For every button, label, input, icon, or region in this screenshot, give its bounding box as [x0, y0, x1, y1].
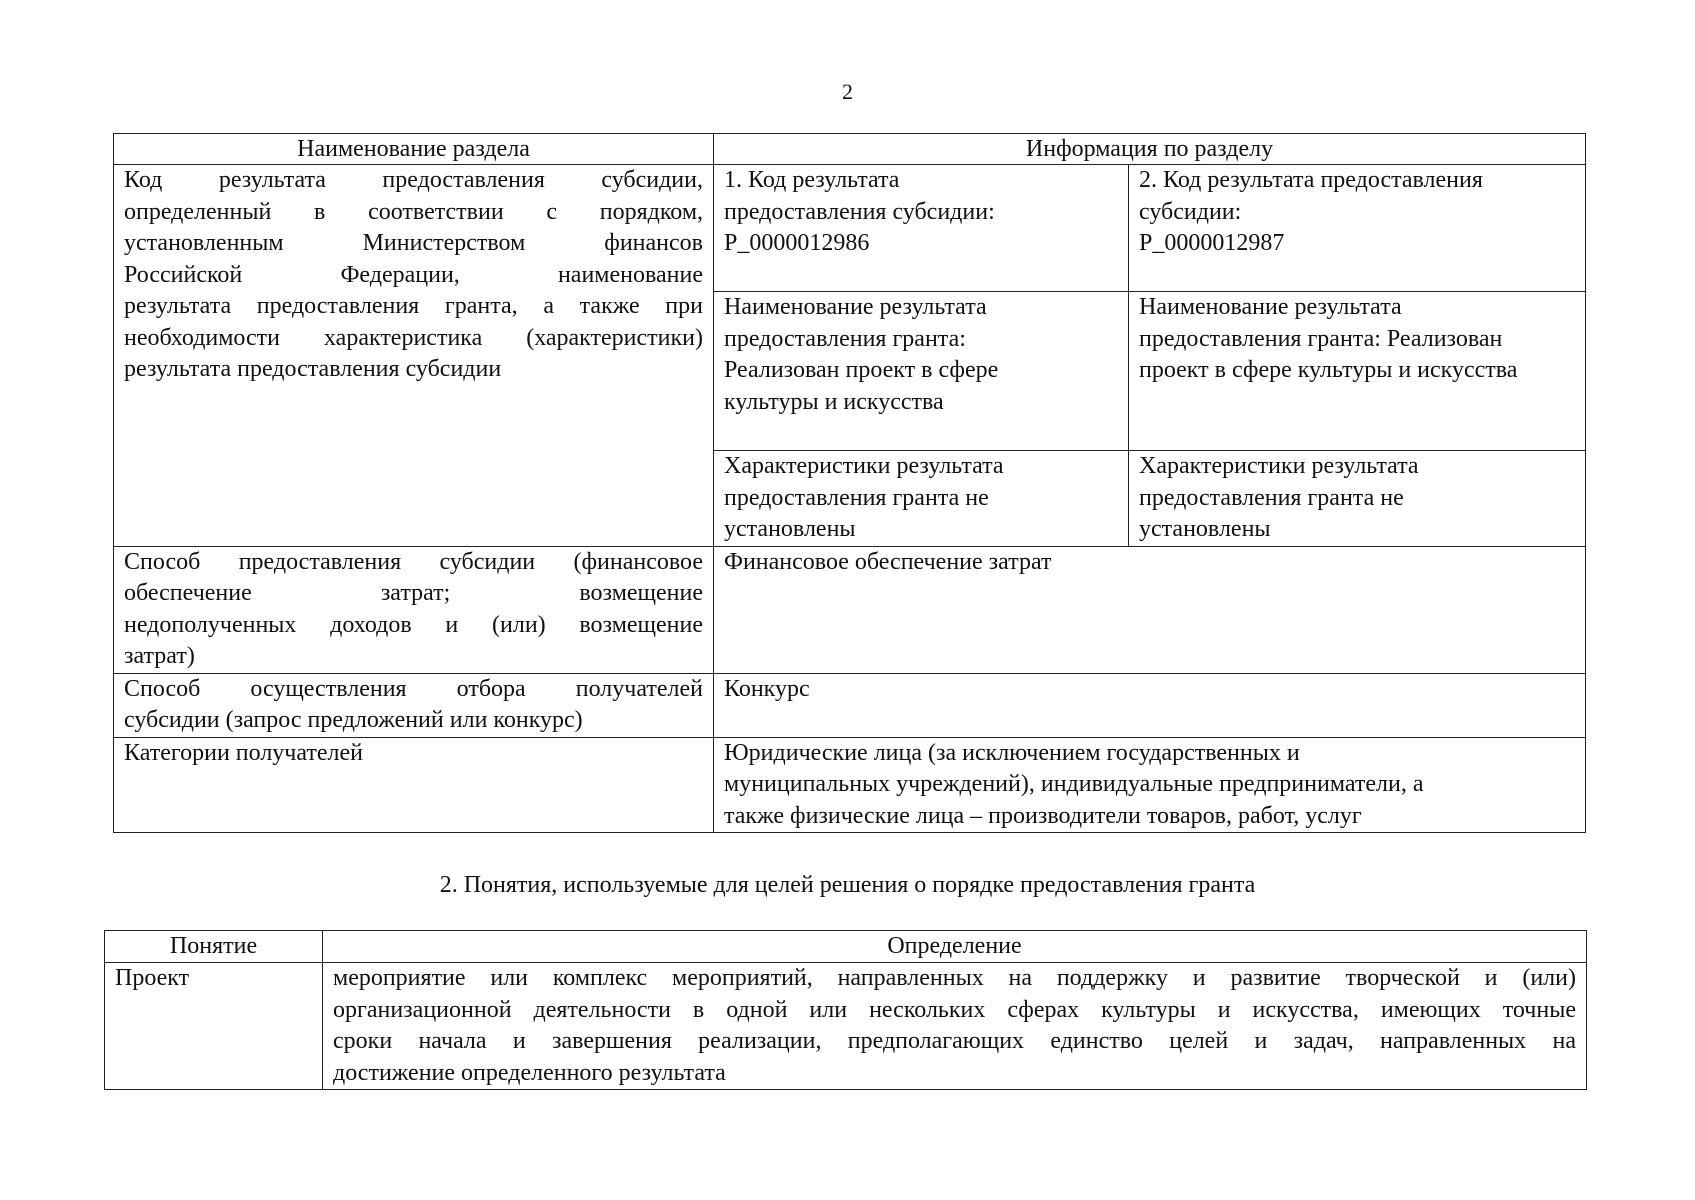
result-1-code: 1. Код результата предоставления субсидии: Р_0000012986 [714, 165, 1129, 292]
result-2-code: 2. Код результата предоставления субсидии: Р_0000012987 [1129, 165, 1586, 292]
selection-method-label: Способ осуществления отбора получателей субсидии (запрос предложений или конкурс) [114, 673, 714, 737]
section-2-title: 2. Понятия, используемые для целей решения о порядке предоставления гранта [439, 872, 1256, 898]
result-2-characteristics: Характеристики результата предоставления гранта не установлены [1129, 451, 1586, 547]
definition-cell: мероприятие или комплекс мероприятий, направленных на поддержку и развитие творческой и (или) организационной деятельности в одной или нескольких сферах культуры и искусства, имеющих точные сроки начала и завершения реализации, предполагающих единство целей и задач, направленных на достижение определенного результата [323, 963, 1587, 1090]
table-header-row [105, 931, 1587, 963]
definitions-table [104, 930, 1587, 1090]
result-2-name: Наименование результата предоставления гранта: Реализован проект в сфере культуры и искусства [1129, 292, 1586, 451]
table-row [114, 673, 1586, 737]
header-definition: Определение [323, 931, 1587, 963]
table-header-row [114, 134, 1586, 165]
result-code-label: Код результата предоставления субсидии, определенный в соответствии с порядком, установленным Министерством финансов Российской Федерации, наименование результата предоставления гранта, а также при необходимости характеристика (характеристики) результата предоставления субсидии [114, 165, 714, 547]
recipient-categories-label: Категории получателей [114, 737, 714, 833]
table-row [114, 737, 1586, 833]
table-row [105, 963, 1587, 1090]
table-row [114, 546, 1586, 673]
subsidy-method-value: Финансовое обеспечение затрат [714, 546, 1586, 673]
table-row [114, 165, 1586, 292]
grant-info-table [113, 133, 1586, 833]
result-1-characteristics: Характеристики результата предоставления гранта не установлены [714, 451, 1129, 547]
term-cell: Проект [105, 963, 323, 1090]
page-number: 2 [842, 79, 853, 104]
selection-method-value: Конкурс [714, 673, 1586, 737]
header-section-name: Наименование раздела [114, 134, 714, 165]
header-term: Понятие [105, 931, 323, 963]
result-1-name: Наименование результата предоставления гранта: Реализован проект в сфере культуры и искусства [714, 292, 1129, 451]
recipient-categories-value: Юридические лица (за исключением государственных и муниципальных учреждений), индивидуальные предприниматели, а также физические лица – производители товаров, работ, услуг [714, 737, 1586, 833]
subsidy-method-label: Способ предоставления субсидии (финансовое обеспечение затрат; возмещение недополученных доходов и (или) возмещение затрат) [114, 546, 714, 673]
header-section-info: Информация по разделу [714, 134, 1586, 165]
